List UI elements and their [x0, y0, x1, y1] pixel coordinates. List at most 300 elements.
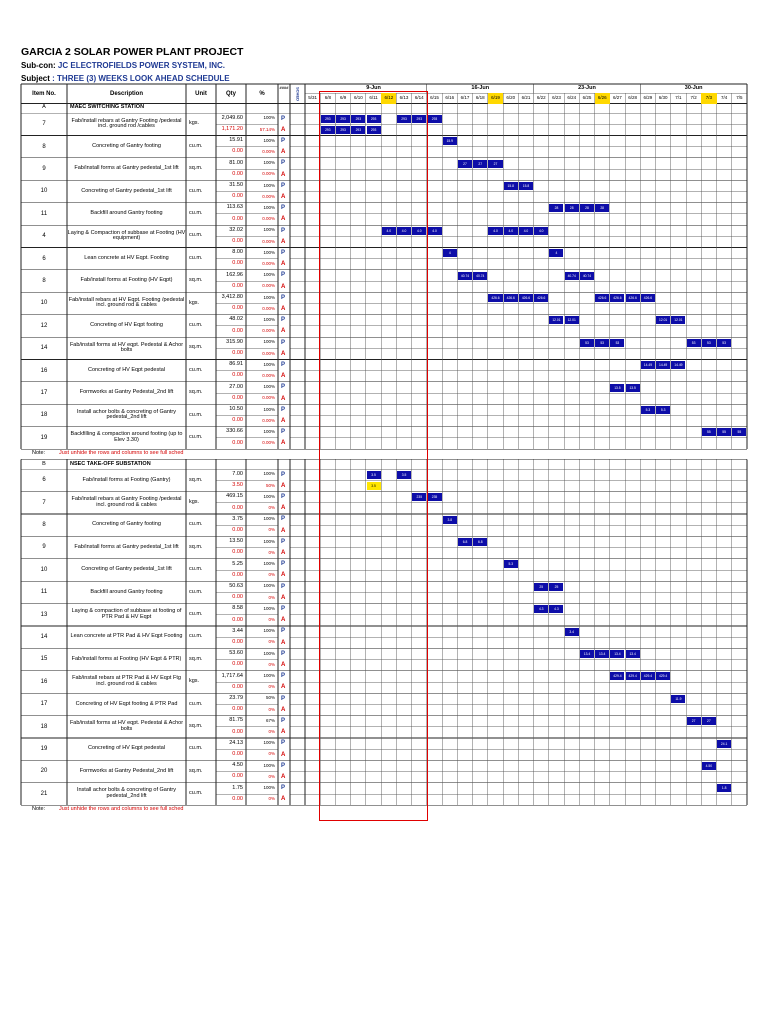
day-header: 6/26 — [597, 94, 607, 100]
planned-bar: 293 — [397, 115, 411, 123]
planned-pct: 100% — [263, 115, 275, 121]
planned-qty: 81.75 — [229, 717, 243, 724]
plan-row-label: P — [281, 429, 286, 436]
planned-qty: 3.75 — [232, 515, 243, 522]
section-letter: B — [42, 460, 46, 467]
planned-bar: 13.4 — [580, 650, 594, 658]
plan-row-label: P — [281, 628, 286, 635]
day-header: 6/14 — [414, 94, 424, 100]
note-text: Just unhide the rows and columns to see full sched — [59, 806, 184, 813]
planned-pct: 100% — [263, 493, 275, 499]
day-header: 6/9 — [339, 94, 347, 100]
planned-pct: 100% — [263, 406, 275, 412]
actual-row-label: A — [281, 639, 286, 646]
planned-bar: 25 — [549, 583, 563, 591]
planned-bar: 53 — [717, 339, 731, 347]
item-unit: kgs. — [189, 120, 200, 127]
planned-qty: 162.96 — [226, 271, 243, 278]
actual-pct: 0.00% — [262, 260, 275, 266]
planned-pct: 100% — [263, 428, 275, 434]
item-description: Laying & compaction of subbase at footing of PTR Pad & HV Eqpt — [71, 608, 182, 620]
actual-qty: 0.00 — [232, 750, 243, 757]
item-number: 8 — [42, 143, 46, 150]
section-title: MAEC SWITCHING STATION — [70, 104, 145, 111]
planned-bar: 426.6 — [641, 294, 655, 302]
item-description: Backfill around Gantry footing — [90, 210, 163, 216]
planned-bar: 40.74 — [473, 272, 487, 280]
actual-qty: 0.00 — [232, 170, 243, 177]
planned-bar: 426.6 — [626, 294, 640, 302]
actual-qty: 0.00 — [232, 260, 243, 267]
planned-qty: 4.50 — [232, 762, 243, 769]
planned-bar: 28 — [595, 204, 609, 212]
plan-row-label: P — [281, 182, 286, 189]
actual-pct: 0.00% — [262, 440, 275, 446]
actual-qty: 0.00 — [232, 148, 243, 155]
planned-pct: 100% — [263, 628, 275, 634]
day-header: 6/10 — [353, 94, 363, 100]
planned-bar: 40.74 — [580, 272, 594, 280]
planned-bar: 4.0 — [428, 227, 442, 235]
planned-pct: 100% — [263, 182, 275, 188]
item-description: Concreting of Gantry pedestal_1st lift — [81, 187, 172, 194]
item-number: 21 — [40, 790, 48, 797]
day-header: 6/27 — [613, 94, 622, 100]
item-description: Concreting of HV Eqpt footing — [90, 322, 163, 328]
actual-row-label: A — [281, 684, 286, 691]
column-header-item-no: Item No. — [32, 90, 56, 97]
planned-bar: 1.8 — [717, 784, 731, 792]
item-description: Concreting of Gantry footing — [92, 142, 161, 149]
item-unit: sq.m. — [189, 165, 203, 172]
actual-pct: 0% — [268, 751, 275, 757]
day-header: 6/15 — [430, 94, 439, 100]
planned-bar: 14.49 — [671, 361, 685, 369]
actual-row-label: A — [281, 350, 286, 357]
actual-row-label: A — [281, 328, 286, 335]
actual-qty: 0.00 — [232, 706, 243, 713]
plan-row-label: P — [281, 115, 286, 122]
item-number: 17 — [40, 701, 48, 708]
planned-pct: 100% — [263, 227, 275, 233]
planned-bar: 235 — [428, 493, 442, 501]
item-description: Fab/install rebars at Gantry Footing /pedestal incl. ground rod & cables — [71, 496, 182, 508]
actual-qty: 0.00 — [232, 728, 243, 735]
actual-row-label: A — [281, 417, 286, 424]
planned-bar: 15.9 — [443, 137, 457, 145]
planned-bar: 4.3 — [534, 605, 548, 613]
actual-pct: 0.00% — [262, 417, 275, 423]
day-header: 6/17 — [460, 94, 470, 100]
planned-qty: 113.63 — [226, 204, 243, 211]
item-description: Fab/install rebars at PTR Pad & HV Eqpt Ftg incl. ground rod & cables — [72, 675, 181, 687]
planned-pct: 100% — [263, 762, 275, 768]
item-number: 12 — [40, 322, 48, 329]
subject-text: : THREE (3) WEEKS LOOK AHEAD SCHEDULE — [52, 74, 230, 83]
item-unit: sq.m. — [189, 543, 203, 550]
plan-row-label: P — [281, 494, 286, 501]
actual-pct: 0.00% — [262, 193, 275, 199]
day-header: 6/30 — [658, 94, 668, 100]
actual-qty: 0.00 — [232, 571, 243, 578]
item-description: Fab/install forms at HV eqpt. Pedestal & Achor bolts — [69, 341, 184, 354]
planned-qty: 27.00 — [229, 383, 243, 390]
actual-row-label: A — [281, 238, 286, 245]
item-description: Fab/install forms at HV eqpt. Pedestal & Achor bolts — [69, 720, 184, 732]
actual-row-label: A — [281, 373, 286, 380]
column-header-corner: #### — [279, 85, 289, 91]
planned-bar: 235 — [412, 493, 426, 501]
planned-qty: 31.50 — [229, 182, 243, 188]
column-header-description: Description — [109, 90, 143, 97]
planned-qty: 469.15 — [226, 493, 243, 500]
actual-row-label: A — [281, 171, 286, 178]
planned-pct: 67% — [265, 717, 275, 723]
day-header: 6/16 — [445, 94, 455, 100]
actual-row-label: A — [281, 261, 286, 268]
actual-row-label: A — [281, 395, 286, 402]
item-unit: sq.m. — [189, 389, 203, 396]
section-title: NSEC TAKE-OFF SUBSTATION — [70, 460, 151, 467]
planned-bar: 14.49 — [641, 361, 655, 369]
planned-bar: 13.4 — [595, 650, 609, 658]
actual-row-label: A — [281, 482, 286, 489]
actual-pct: 0.00% — [262, 238, 275, 244]
planned-qty: 5.25 — [232, 560, 243, 567]
planned-qty: 50.63 — [229, 582, 243, 589]
item-unit: cu.m. — [189, 434, 203, 440]
planned-bar: 13.5 — [626, 384, 640, 392]
planned-bar: 13.5 — [610, 384, 624, 392]
planned-bar: 4.50 — [702, 762, 716, 770]
planned-qty: 32.02 — [229, 226, 243, 233]
note-label: Note: — [32, 450, 46, 457]
actual-qty: 0.00 — [232, 616, 243, 623]
actual-bar: 293 — [321, 126, 335, 134]
item-number: 6 — [42, 255, 46, 262]
planned-pct: 50% — [265, 695, 275, 701]
actual-qty: 0.00 — [232, 215, 243, 222]
planned-qty: 1,717.64 — [221, 672, 243, 679]
planned-bar: 4.0 — [519, 227, 533, 235]
actual-row-label: A — [281, 662, 286, 669]
item-description: Concreting of Gantry pedestal_1st lift — [81, 566, 172, 573]
plan-row-label: P — [281, 137, 286, 144]
planned-bar: 27 — [687, 717, 701, 725]
day-header: 6/21 — [521, 94, 531, 100]
actual-qty: 0.00 — [232, 795, 243, 802]
plan-row-label: P — [281, 339, 286, 346]
planned-pct: 100% — [263, 561, 275, 567]
item-number: 18 — [40, 723, 48, 730]
item-unit: sq.m. — [189, 344, 203, 351]
planned-bar: 15.8 — [519, 182, 533, 190]
item-unit: cu.m. — [189, 187, 203, 194]
planned-pct: 100% — [263, 160, 275, 166]
item-number: 15 — [40, 656, 48, 663]
planned-bar: 27 — [473, 160, 487, 168]
planned-pct: 100% — [263, 538, 275, 544]
planned-qty: 81.00 — [229, 159, 243, 166]
plan-row-label: P — [281, 583, 286, 590]
item-number: 16 — [40, 678, 48, 685]
item-description: Laying & Compaction of subbase at Footing (HV equipment) — [67, 229, 186, 242]
actual-pct: 0% — [268, 684, 275, 690]
subcon-name: JC ELECTROFIELDS POWER SYSTEM, INC. — [57, 61, 226, 70]
planned-bar: 4 — [443, 249, 457, 257]
actual-pct: 0.00% — [262, 305, 275, 311]
actual-pct: 50% — [265, 482, 275, 488]
planned-bar: 55 — [732, 428, 746, 436]
day-header: 5/31 — [308, 94, 317, 100]
planned-bar: 6.8 — [458, 538, 472, 546]
actual-row-label: A — [281, 774, 286, 781]
item-unit: cu.m. — [189, 610, 203, 617]
day-header: 6/28 — [628, 94, 638, 100]
planned-pct: 100% — [263, 249, 275, 255]
item-description: Backfilling & compaction around footing (up to Elev 3.30) — [70, 431, 183, 443]
item-description: Fab/install forms at Footing (Gantry) — [82, 476, 171, 483]
planned-qty: 23.79 — [229, 694, 243, 701]
actual-bar: 3.5 — [367, 482, 381, 490]
actual-qty: 0.00 — [232, 193, 243, 200]
item-description: Fab/install forms at Footing (HV Eqpt) — [80, 277, 173, 284]
planned-bar: 12.01 — [549, 316, 563, 324]
item-description: Concreting of HV Eqpt footing & PTR Pad — [75, 700, 178, 707]
actual-qty: 0.00 — [232, 439, 243, 446]
planned-qty: 86.91 — [229, 361, 243, 368]
actual-bar: 293 — [336, 126, 350, 134]
actual-qty: 0.00 — [232, 417, 243, 424]
actual-row-label: A — [281, 527, 286, 534]
item-number: 10 — [40, 188, 48, 195]
planned-bar: 5.3 — [504, 560, 518, 568]
actual-pct: 0.00% — [262, 350, 275, 356]
planned-bar: 4 — [549, 249, 563, 257]
planned-bar: 25 — [534, 583, 548, 591]
actual-qty: 0.00 — [232, 372, 243, 379]
planned-bar: 27 — [702, 717, 716, 725]
planned-bar: 293 — [351, 115, 365, 123]
planned-bar: 28 — [565, 204, 579, 212]
planned-qty: 1.75 — [232, 784, 243, 791]
planned-bar: 13.4 — [626, 650, 640, 658]
actual-bar: 293 — [367, 126, 381, 134]
planned-bar: 28 — [580, 204, 594, 212]
planned-bar: 27 — [458, 160, 472, 168]
item-number: 8 — [42, 522, 46, 529]
plan-row-label: P — [281, 718, 286, 725]
item-number: 6 — [42, 477, 46, 484]
actual-row-label: A — [281, 193, 286, 200]
plan-row-label: P — [281, 272, 286, 279]
actual-qty: 3.50 — [232, 482, 243, 489]
project-title: GARCIA 2 SOLAR POWER PLANT PROJECT — [21, 46, 244, 58]
day-header: 6/24 — [567, 94, 577, 100]
item-unit: cu.m. — [189, 411, 203, 418]
planned-bar: 3.8 — [443, 516, 457, 524]
actual-pct: 0% — [268, 639, 275, 645]
planned-bar: 53 — [702, 339, 716, 347]
actual-row-label: A — [281, 149, 286, 156]
planned-bar: 429.4 — [641, 672, 655, 680]
day-header: 6/22 — [536, 94, 546, 100]
item-unit: cu.m. — [189, 566, 203, 573]
subcon-line: Sub-con: JC ELECTROFIELDS POWER SYSTEM, INC. — [21, 61, 226, 70]
item-number: 19 — [40, 434, 48, 441]
plan-row-label: P — [281, 227, 286, 234]
item-description: Fab/install forms at Gantry pedestal_1st lift — [74, 543, 179, 550]
item-unit: cu.m. — [189, 232, 203, 239]
day-header: 6/13 — [399, 94, 409, 100]
planned-bar: 3.4 — [565, 628, 579, 636]
planned-bar: 293 — [321, 115, 335, 123]
item-description: Fab/install rebars at HV Eqpt. Footing /pedestal incl. ground rod & cables — [68, 296, 185, 309]
plan-row-label: P — [281, 650, 286, 657]
item-unit: cu.m. — [189, 210, 203, 216]
planned-bar: 293 — [428, 115, 442, 123]
item-number: 17 — [40, 389, 48, 396]
planned-bar: 426.6 — [488, 294, 502, 302]
day-header: 7/3 — [705, 94, 713, 100]
planned-qty: 24.13 — [229, 739, 243, 746]
item-number: 7 — [42, 499, 46, 506]
item-description: Concreting of HV Eqpt pedestal — [87, 366, 166, 373]
planned-pct: 100% — [263, 316, 275, 322]
planned-bar: 426.6 — [534, 294, 548, 302]
planned-bar: 27 — [488, 160, 502, 168]
planned-bar: 5.3 — [641, 406, 655, 414]
planned-bar: 53 — [595, 339, 609, 347]
item-number: 19 — [40, 746, 48, 753]
planned-pct: 100% — [263, 137, 275, 143]
item-unit: cu.m. — [189, 142, 203, 149]
item-description: Lean concrete at PTR Pad & HV Eqpt Footing — [70, 633, 183, 640]
actual-pct: 0% — [268, 706, 275, 712]
planned-pct: 100% — [263, 272, 275, 278]
planned-bar: 429.4 — [610, 672, 624, 680]
planned-pct: 100% — [263, 583, 275, 589]
item-unit: cu.m. — [189, 700, 203, 707]
planned-bar: 14.49 — [656, 361, 670, 369]
actual-qty: 0.00 — [232, 549, 243, 556]
item-unit: cu.m. — [189, 745, 203, 752]
column-header-pct: % — [259, 90, 265, 97]
week-header: 23-Jun — [578, 84, 596, 91]
planned-qty: 2,049.60 — [221, 114, 243, 121]
item-description: Fab/install rebars at Gantry Footing /pedestal incl. ground rod /cables — [71, 117, 182, 130]
planned-bar: 426.6 — [595, 294, 609, 302]
planned-bar: 426.6 — [519, 294, 533, 302]
item-unit: sq.m. — [189, 722, 203, 729]
item-description: Backfill around Gantry footing — [90, 588, 163, 595]
day-header: 6/23 — [552, 94, 561, 100]
plan-row-label: P — [281, 538, 286, 545]
item-number: 10 — [40, 566, 48, 573]
actual-pct: 0.00% — [262, 328, 275, 334]
actual-bar: 293 — [351, 126, 365, 134]
item-number: 14 — [40, 345, 48, 352]
actual-row-label: A — [281, 440, 286, 447]
planned-qty: 8.58 — [232, 605, 243, 612]
actual-row-label: A — [281, 729, 286, 736]
planned-bar: 12.01 — [671, 316, 685, 324]
planned-bar: 293 — [412, 115, 426, 123]
column-header-qty: Qty — [225, 90, 236, 97]
subject-line: Subject : THREE (3) WEEKS LOOK AHEAD SCHEDULE — [21, 74, 230, 83]
actual-row-label: A — [281, 283, 286, 290]
planned-bar: 426.6 — [504, 294, 518, 302]
plan-row-label: P — [281, 606, 286, 613]
day-header: 7/2 — [690, 94, 697, 100]
actual-qty: 0.00 — [232, 661, 243, 668]
actual-row-label: A — [281, 617, 286, 624]
item-unit: cu.m. — [189, 588, 203, 595]
actual-pct: 0% — [268, 505, 275, 511]
planned-bar: 11.9 — [671, 695, 685, 703]
actual-pct: 0% — [268, 549, 275, 555]
item-unit: cu.m. — [189, 254, 203, 261]
item-number: 11 — [40, 210, 48, 217]
item-number: 9 — [42, 165, 46, 172]
actual-qty: 0.00 — [232, 773, 243, 780]
item-unit: cu.m. — [189, 322, 203, 328]
planned-pct: 100% — [263, 339, 275, 345]
item-description: Install achor bolts & concreting of Gantry pedestal_2nd lift — [76, 787, 177, 799]
item-number: 8 — [42, 277, 46, 284]
day-header: 6/11 — [369, 94, 378, 100]
plan-row-label: P — [281, 471, 286, 478]
actual-pct: 0.00% — [262, 148, 275, 154]
item-unit: kgs. — [189, 498, 200, 505]
planned-pct: 100% — [263, 650, 275, 656]
actual-pct: 57.14% — [259, 126, 275, 132]
planned-bar: 4.0 — [397, 227, 411, 235]
note-text: Just unhide the rows and columns to see full sched — [59, 450, 184, 457]
item-number: 14 — [40, 634, 48, 641]
plan-row-label: P — [281, 317, 286, 324]
actual-pct: 0% — [268, 527, 275, 533]
item-number: 18 — [40, 412, 48, 419]
day-header: 6/20 — [506, 94, 516, 100]
plan-row-label: P — [281, 673, 286, 680]
item-description: Formworks at Gantry Pedestal_2nd lift — [79, 389, 174, 396]
planned-bar: 12.01 — [656, 316, 670, 324]
planned-qty: 315.90 — [226, 338, 243, 345]
planned-bar: 426.6 — [610, 294, 624, 302]
actual-pct: 0% — [268, 773, 275, 779]
item-unit: cu.m. — [189, 633, 203, 640]
item-unit: sq.m. — [189, 767, 203, 774]
actual-qty: 0.00 — [232, 238, 243, 244]
plan-row-label: P — [281, 384, 286, 391]
planned-qty: 330.66 — [226, 428, 243, 435]
actual-pct: 0% — [268, 729, 275, 735]
actual-pct: 0% — [268, 594, 275, 600]
item-unit: cu.m. — [189, 366, 203, 373]
actual-row-label: A — [281, 796, 286, 803]
planned-bar: 15.8 — [504, 182, 518, 190]
planned-qty: 7.00 — [232, 470, 243, 477]
planned-pct: 100% — [263, 740, 275, 746]
item-number: 7 — [42, 121, 46, 128]
item-unit: sq.m. — [189, 476, 203, 483]
actual-qty: 0.00 — [232, 327, 243, 334]
actual-qty: 0.00 — [232, 638, 243, 645]
item-description: Formworks at Gantry Pedestal_2nd lift — [79, 767, 174, 774]
planned-qty: 53.60 — [229, 650, 243, 657]
planned-bar: 4.0 — [382, 227, 396, 235]
